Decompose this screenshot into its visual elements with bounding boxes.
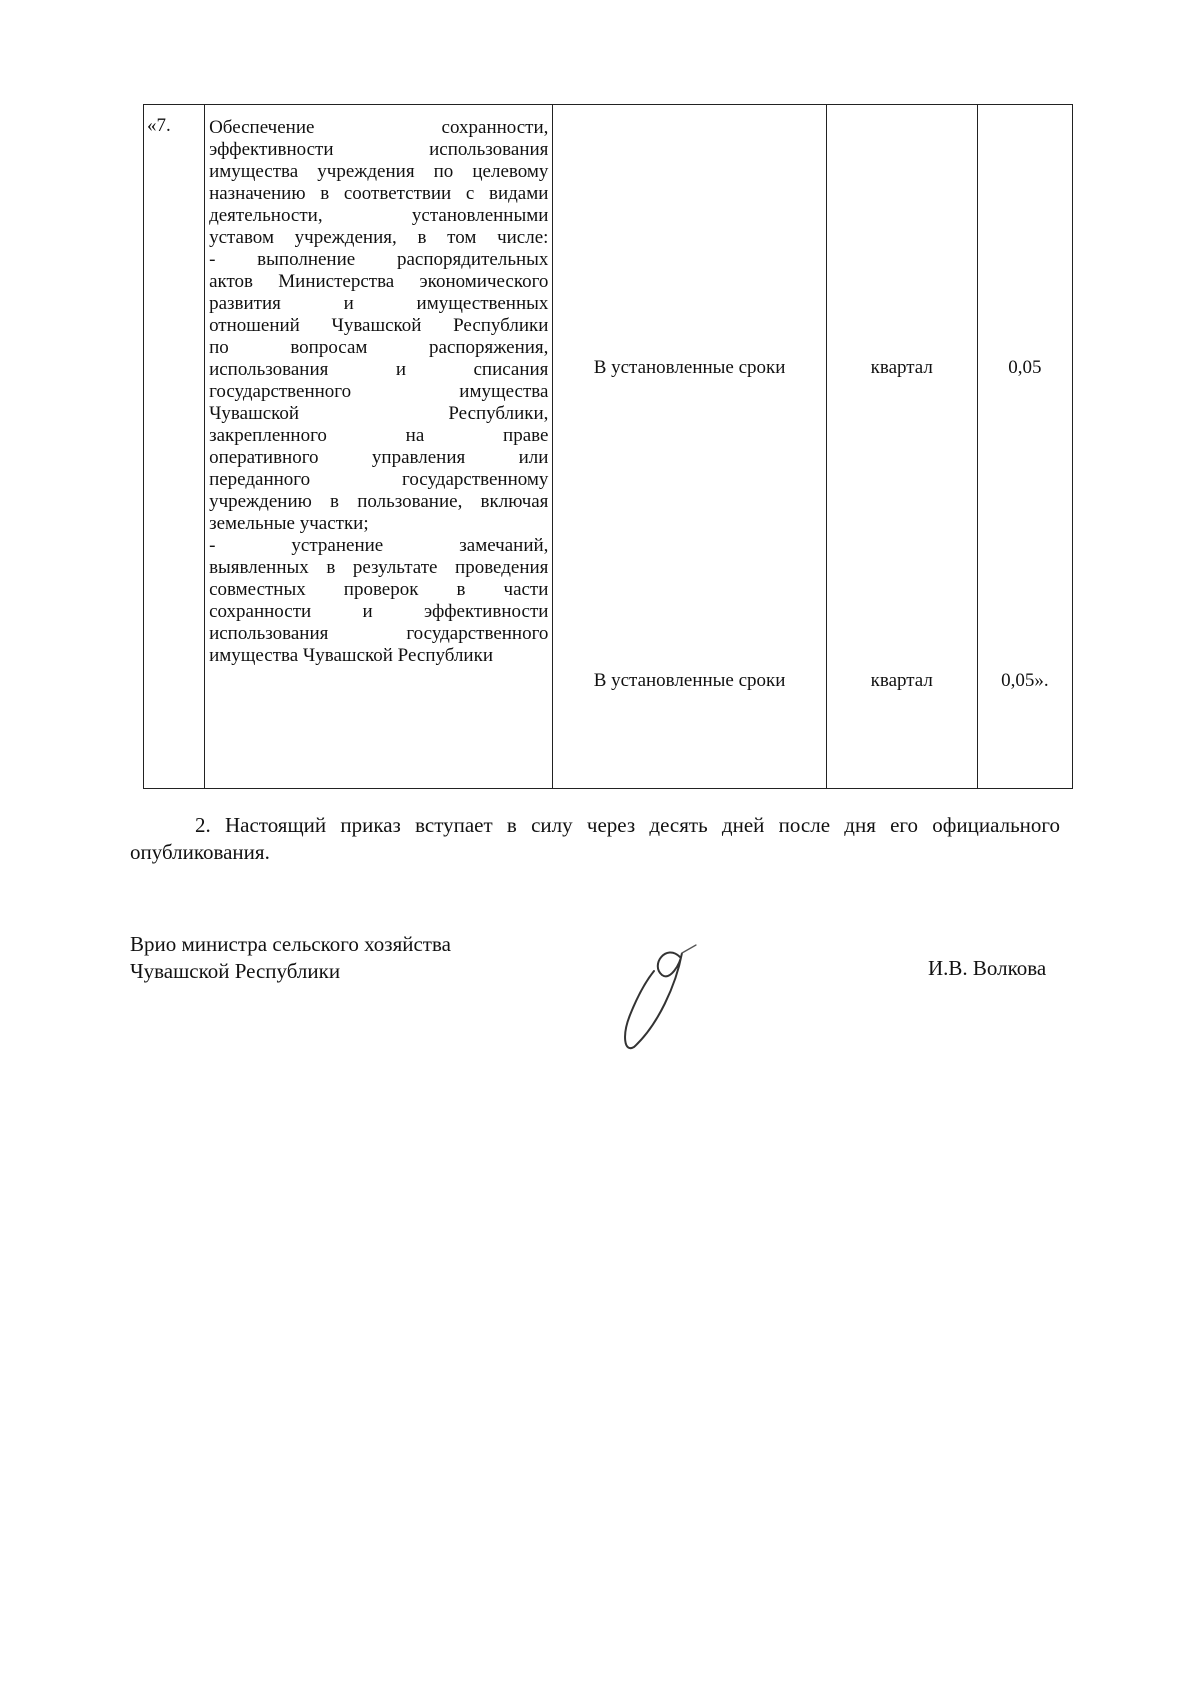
value-cell	[977, 105, 1072, 789]
description-line: отношений Чувашской Республики	[209, 315, 549, 336]
description-line: сохранности и эффективности	[209, 601, 549, 622]
criteria-table	[143, 104, 1073, 789]
description-line: имущества учреждения по целевому	[209, 161, 549, 182]
description-line: государственного имущества	[209, 381, 549, 402]
description-line: уставом учреждения, в том числе:	[209, 227, 549, 248]
description-line: развития и имущественных	[209, 293, 549, 314]
deadline-cell	[553, 105, 826, 789]
description-line: переданного государственному	[209, 469, 549, 490]
description-line: Обеспечение сохранности,	[209, 117, 549, 138]
description-line: закрепленного на праве	[209, 425, 549, 446]
description-line: использования государственного	[209, 623, 549, 644]
signatory-name: И.В. Волкова	[928, 956, 1047, 980]
description-line: имущества Чувашской Республики	[209, 645, 493, 666]
period-2: квартал	[870, 670, 933, 691]
description-line: выявленных в результате проведения	[209, 557, 549, 578]
row-number-cell	[144, 105, 205, 789]
signatory-title	[130, 931, 451, 985]
handwritten-signature	[618, 935, 713, 1055]
description-line: назначению в соответствии с видами	[209, 183, 549, 204]
description-line: деятельности, установленными	[209, 205, 549, 226]
signatory-title-line2: Чувашской Республики	[130, 959, 341, 983]
deadline-2: В установленные сроки	[593, 670, 786, 691]
value-1: 0,05	[1008, 357, 1042, 378]
description-line: актов Министерства экономического	[209, 271, 549, 292]
description-line: оперативного управления или	[209, 447, 549, 468]
description-line: - выполнение распорядительных	[209, 249, 549, 270]
effective-date-paragraph: 2. Настоящий приказ вступает в силу через десять дней после дня его официального опубликования.	[130, 813, 1060, 864]
row-number: «7.	[147, 115, 171, 136]
description-line: учреждению в пользование, включая	[209, 491, 549, 512]
table-row	[144, 105, 1073, 789]
description-line: земельные участки;	[209, 513, 369, 534]
signatory-title-line1: Врио министра сельского хозяйства	[130, 932, 451, 956]
description-line: совместных проверок в части	[209, 579, 549, 600]
description-line: Чувашской Республики,	[209, 403, 549, 424]
period-1: квартал	[870, 357, 933, 378]
description-line: по вопросам распоряжения,	[209, 337, 549, 358]
deadline-1: В установленные сроки	[593, 357, 786, 378]
description-cell	[205, 105, 553, 789]
value-2: 0,05».	[1001, 670, 1049, 691]
description-line: использования и списания	[209, 359, 549, 380]
description-line: эффективности использования	[209, 139, 549, 160]
period-cell	[826, 105, 977, 789]
description-text	[205, 105, 552, 667]
description-line: - устранение замечаний,	[209, 535, 549, 556]
